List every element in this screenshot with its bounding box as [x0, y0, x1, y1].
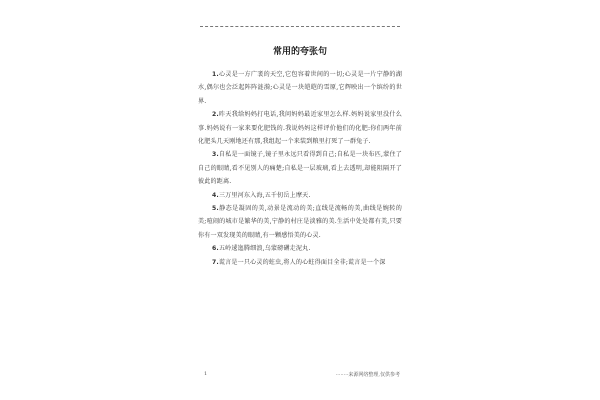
top-dashed-divider	[200, 26, 400, 27]
paragraph-number: 2.	[212, 111, 219, 119]
paragraph-text: 三万里河东入海,五千仞岳上摩天.	[218, 191, 311, 199]
paragraph-3	[198, 148, 402, 188]
paragraph-2	[198, 108, 402, 148]
page-number: 1	[204, 371, 208, 377]
paragraph-1	[198, 68, 402, 108]
paragraph-number: 6.	[212, 245, 219, 253]
paragraph-5	[198, 202, 402, 242]
paragraph-6	[198, 242, 402, 255]
paragraph-text: 自私是一面镜子,镜子里永远只看得到自己;自私是一块布匹,蒙住了自己的眼睛,看不见别人的痛楚;自私是一层玻璃,看上去透明,却能阻隔开了彼此的距离.	[198, 151, 402, 186]
paragraph-text: 谎言是一只心灵的蛀虫,将人的心蛀得面目全非;谎言是一个深	[218, 258, 386, 266]
paragraph-7	[198, 256, 402, 269]
paragraph-number: 4.	[212, 191, 219, 199]
document-title: 常用的夸张句	[272, 47, 327, 57]
footer-source-note: ········来源网络整理,仅供参考	[335, 372, 400, 378]
paragraph-number: 3.	[212, 151, 219, 159]
paragraph-text: 心灵是一方广袤的天空,它包容着世间的一切;心灵是一片宁静的湖水,偶尔也会泛起阵阵涟漪;心灵是一块皑皑的雪原,它辉映出一个缤纷的世界.	[198, 71, 402, 105]
paragraph-4	[198, 189, 402, 202]
paragraph-number: 1.	[212, 71, 219, 78]
paragraph-text: 静态是凝固的美,动景是流动的美;直线是流畅的美,曲线是婉转的美;喧闹的城市是繁华的美,宁静的村庄是淡雅的美.生活中处处都有美,只要你有一双发现美的眼睛,有一颗感悟美的心灵.	[198, 205, 402, 239]
paragraph-number: 7.	[212, 258, 219, 266]
document-body	[198, 68, 402, 269]
paragraph-number: 5.	[212, 205, 219, 213]
paragraph-text: 昨天我给妈妈打电话,我问妈妈最近家里怎么样.妈妈说家里没什么事.妈妈说有一家来要化肥钱的.我说妈妈这样评价他们的化肥:你们两年前化肥头几天刚地还有那,我组起一个来装到粮里打死了一群兔子.	[198, 111, 402, 146]
paragraph-text: 五岭逶迤腾细浪,乌蒙磅礴走泥丸.	[218, 245, 311, 253]
